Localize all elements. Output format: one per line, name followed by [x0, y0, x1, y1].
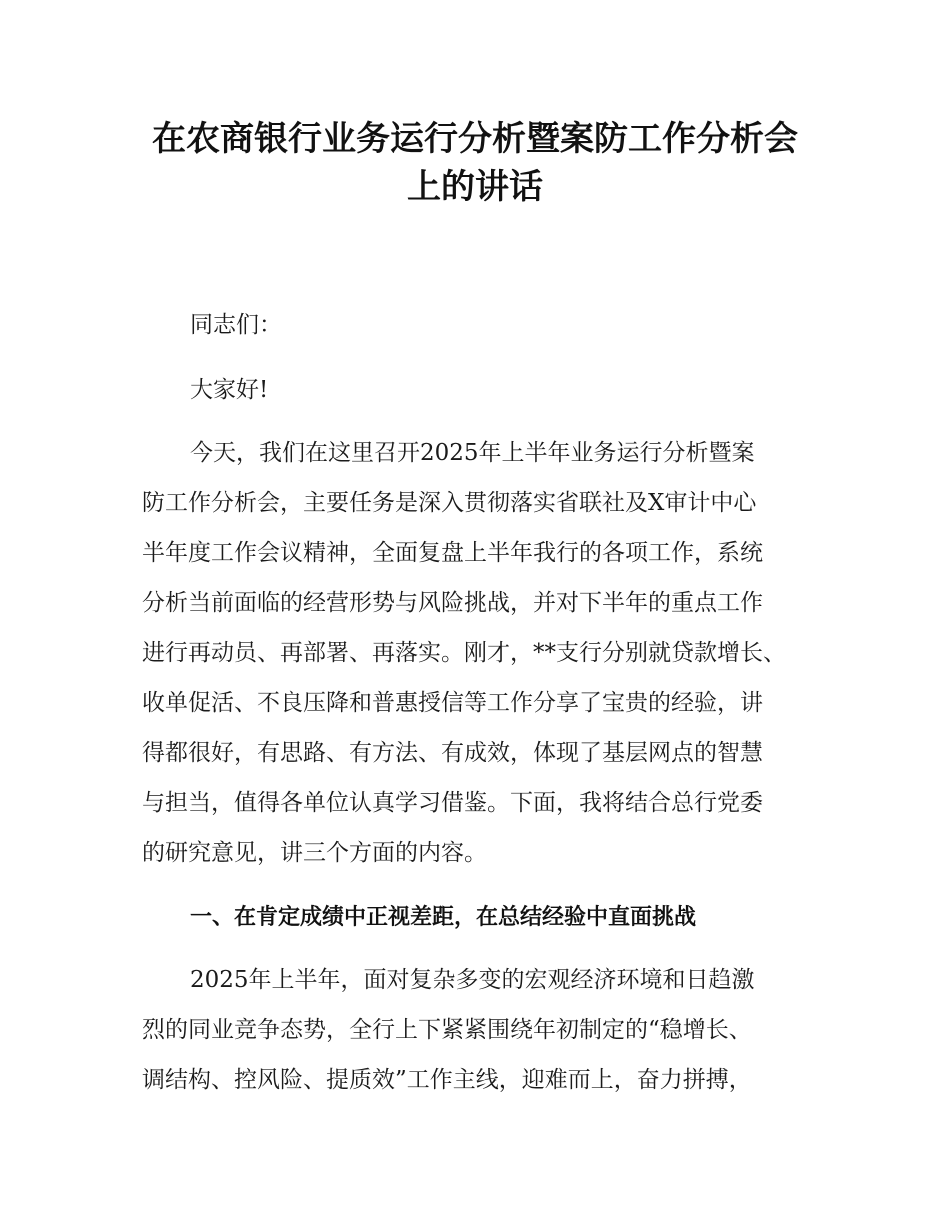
- paragraph-line: 得都很好，有思路、有方法、有成效，体现了基层网点的智慧: [142, 740, 763, 766]
- paragraph-line: 2025年上半年，面对复杂多变的宏观经济环境和日趋激: [190, 967, 755, 993]
- paragraph-line: 调结构、控风险、提质效”工作主线，迎难而上，奋力拼搏，: [142, 1067, 752, 1093]
- paragraph-line: 收单促活、不良压降和普惠授信等工作分享了宝贵的经验，讲: [142, 690, 763, 716]
- section-heading-1: 一、在肯定成绩中正视差距，在总结经验中直面挑战: [190, 905, 697, 930]
- paragraph-line: 今天，我们在这里召开2025年上半年业务运行分析暨案: [190, 440, 755, 466]
- document-title-line-2: 上的讲话: [407, 167, 543, 207]
- paragraph-line: 分析当前面临的经营形势与风险挑战，并对下半年的重点工作: [142, 590, 763, 616]
- salutation: 同志们：: [190, 312, 282, 338]
- paragraph-line: 的研究意见，讲三个方面的内容。: [142, 840, 487, 866]
- greeting: 大家好!: [190, 377, 269, 403]
- paragraph-line: 半年度工作会议精神，全面复盘上半年我行的各项工作，系统: [142, 540, 763, 566]
- paragraph-line: 防工作分析会，主要任务是深入贯彻落实省联社及X审计中心: [142, 490, 757, 516]
- paragraph-line: 与担当，值得各单位认真学习借鉴。下面，我将结合总行党委: [142, 790, 763, 816]
- paragraph-line: 烈的同业竞争态势，全行上下紧紧围绕年初制定的“稳增长、: [142, 1017, 752, 1043]
- paragraph-line: 进行再动员、再部署、再落实。刚才，**支行分别就贷款增长、: [142, 640, 786, 666]
- document-title-line-1: 在农商银行业务运行分析暨案防工作分析会: [152, 119, 798, 159]
